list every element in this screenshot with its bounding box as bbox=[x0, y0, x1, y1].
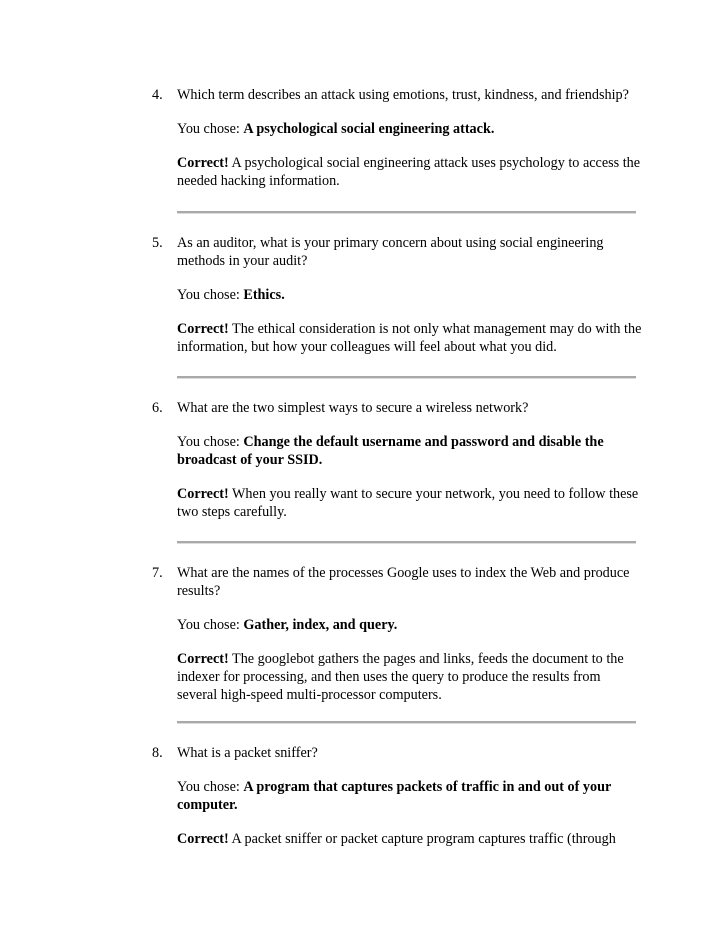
question-item bbox=[152, 399, 642, 521]
answer-text: Ethics. bbox=[243, 287, 285, 303]
chosen-answer bbox=[177, 778, 642, 814]
feedback bbox=[177, 320, 642, 356]
result-label: Correct! bbox=[177, 321, 229, 337]
chose-label: You chose: bbox=[177, 779, 240, 795]
chosen-answer bbox=[177, 120, 642, 138]
answer-text: A program that captures packets of traffic in and out of your computer. bbox=[177, 779, 612, 813]
result-label: Correct! bbox=[177, 651, 229, 667]
explanation-text: A packet sniffer or packet capture program captures traffic (through bbox=[231, 831, 616, 847]
question-item bbox=[152, 564, 642, 704]
question-text: What are the names of the processes Google uses to index the Web and produce results? bbox=[177, 565, 630, 599]
chosen-answer bbox=[177, 433, 642, 469]
result-label: Correct! bbox=[177, 486, 229, 502]
explanation-text: When you really want to secure your network, you need to follow these two steps carefully. bbox=[177, 486, 639, 520]
chose-label: You chose: bbox=[177, 617, 240, 633]
explanation-text: The ethical consideration is not only what management may do with the information, but how your colleagues will feel about what you did. bbox=[177, 321, 642, 355]
answer-text: Gather, index, and query. bbox=[243, 617, 398, 633]
chose-label: You chose: bbox=[177, 121, 240, 137]
answer-text: Change the default username and password and disable the broadcast of your SSID. bbox=[177, 434, 604, 468]
chosen-answer bbox=[177, 616, 642, 634]
question-text: Which term describes an attack using emotions, trust, kindness, and friendship? bbox=[177, 87, 629, 103]
feedback bbox=[177, 154, 642, 190]
feedback bbox=[177, 485, 642, 521]
result-label: Correct! bbox=[177, 831, 229, 847]
question-number: 8. bbox=[152, 745, 163, 761]
question-number: 7. bbox=[152, 565, 163, 581]
question-number: 6. bbox=[152, 400, 163, 416]
divider bbox=[177, 376, 636, 379]
explanation-text: The googlebot gathers the pages and links, feeds the document to the indexer for processing, and then uses the query to produce the results from several high-speed multi-processor computers. bbox=[177, 651, 624, 703]
explanation-text: A psychological social engineering attack uses psychology to access the needed hacking information. bbox=[177, 155, 641, 189]
question-text: As an auditor, what is your primary concern about using social engineering methods in your audit? bbox=[177, 235, 604, 269]
question-number: 5. bbox=[152, 235, 163, 251]
question-item bbox=[152, 234, 642, 356]
feedback bbox=[177, 650, 642, 704]
feedback bbox=[177, 830, 642, 848]
answer-text: A psychological social engineering attack. bbox=[243, 121, 495, 137]
result-label: Correct! bbox=[177, 155, 229, 171]
question-text: What is a packet sniffer? bbox=[177, 745, 318, 761]
chosen-answer bbox=[177, 286, 642, 304]
chose-label: You chose: bbox=[177, 434, 240, 450]
divider bbox=[177, 721, 636, 724]
question-item bbox=[152, 744, 642, 848]
chose-label: You chose: bbox=[177, 287, 240, 303]
divider bbox=[177, 211, 636, 214]
question-item bbox=[152, 86, 642, 190]
question-number: 4. bbox=[152, 87, 163, 103]
divider bbox=[177, 541, 636, 544]
question-text: What are the two simplest ways to secure a wireless network? bbox=[177, 400, 529, 416]
